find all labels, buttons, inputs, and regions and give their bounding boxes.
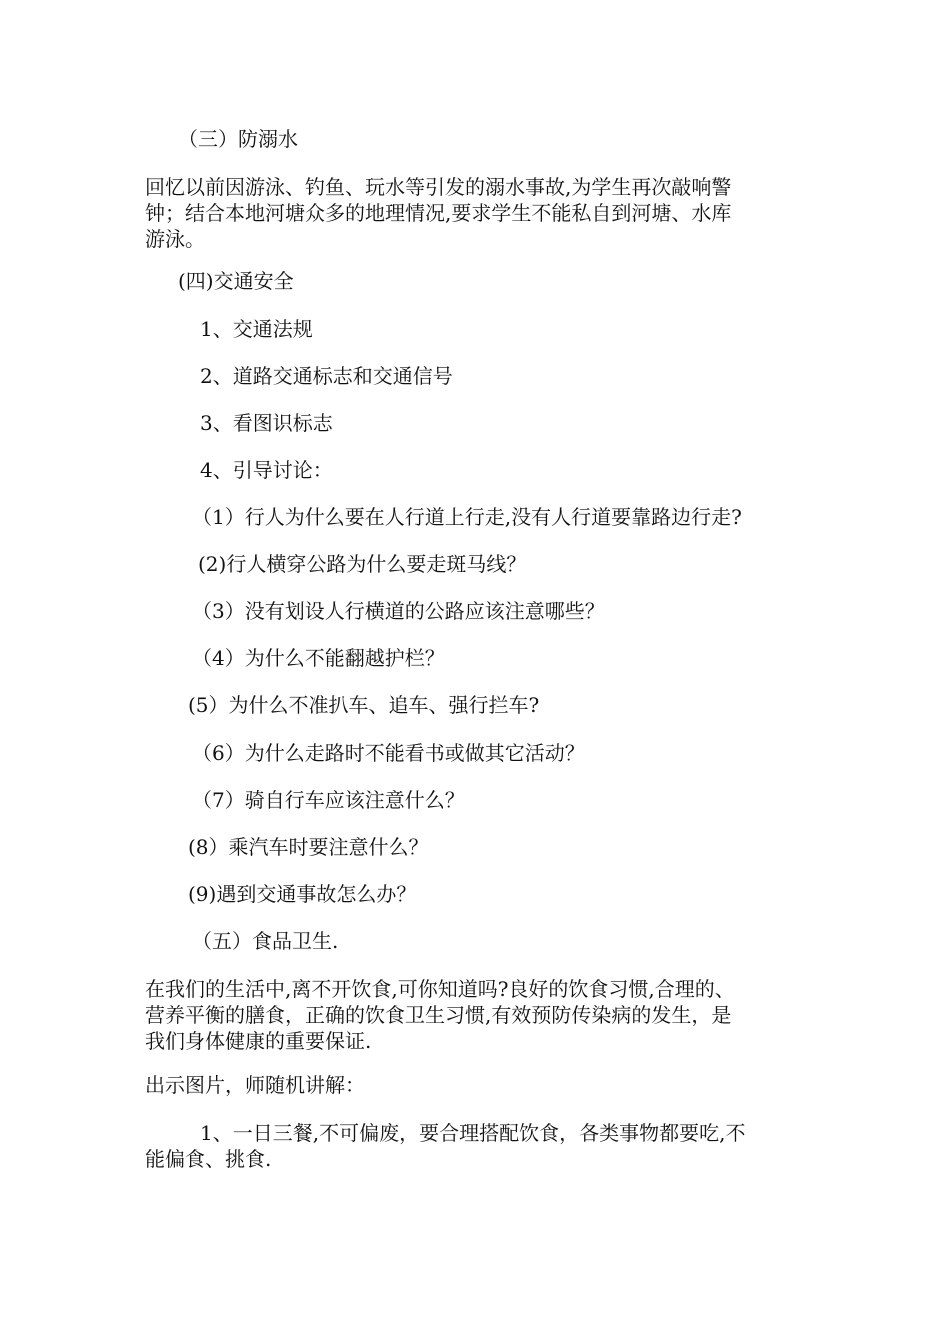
discussion-question: (9)遇到交通事故怎么办？ [188,882,417,906]
paragraph-line: 1、一日三餐,不可偏废，要合理搭配饮食，各类事物都要吃,不 [200,1121,746,1145]
discussion-question: （7）骑自行车应该注意什么？ [192,788,465,812]
section-3-paragraph [145,174,810,252]
discussion-question: （1）行人为什么要在人行道上行走,没有人行道要靠路边行走? [192,505,742,529]
paragraph-line: 能偏食、挑食. [145,1147,272,1171]
paragraph-line: 钟；结合本地河塘众多的地理情况,要求学生不能私自到河塘、水库 [145,201,732,225]
paragraph-line: 游泳。 [145,227,205,251]
section-4-heading: (四)交通安全 [178,269,294,293]
discussion-question: (8）乘汽车时要注意什么？ [188,835,429,859]
paragraph-line: 我们身体健康的重要保证. [145,1029,372,1053]
discussion-question: （3）没有划设人行横道的公路应该注意哪些？ [192,599,605,623]
discussion-question: (2)行人横穿公路为什么要走斑马线？ [198,552,527,576]
paragraph-line: 回忆以前因游泳、钓鱼、玩水等引发的溺水事故,为学生再次敲响警 [145,175,732,199]
paragraph-line: 营养平衡的膳食，正确的饮食卫生习惯,有效预防传染病的发生，是 [145,1003,732,1027]
section-3-heading: （三）防溺水 [178,127,298,151]
section-5-heading: （五）食品卫生. [192,929,339,953]
item-1-paragraph [145,1120,810,1172]
paragraph-line: 在我们的生活中,离不开饮食,可你知道吗?良好的饮食习惯,合理的、 [145,977,735,1001]
discussion-question: （6）为什么走路时不能看书或做其它活动？ [192,741,585,765]
discussion-question: （4）为什么不能翻越护栏？ [192,646,445,670]
section-5-paragraph [145,976,810,1054]
list-item: 3、看图识标志 [200,411,333,435]
list-item: 1、交通法规 [200,317,313,341]
list-item: 2、道路交通标志和交通信号 [200,364,453,388]
discussion-question: (5）为什么不准扒车、追车、强行拦车? [188,693,540,717]
show-pictures-line: 出示图片，师随机讲解： [145,1073,365,1097]
list-item: 4、引导讨论： [200,458,333,482]
